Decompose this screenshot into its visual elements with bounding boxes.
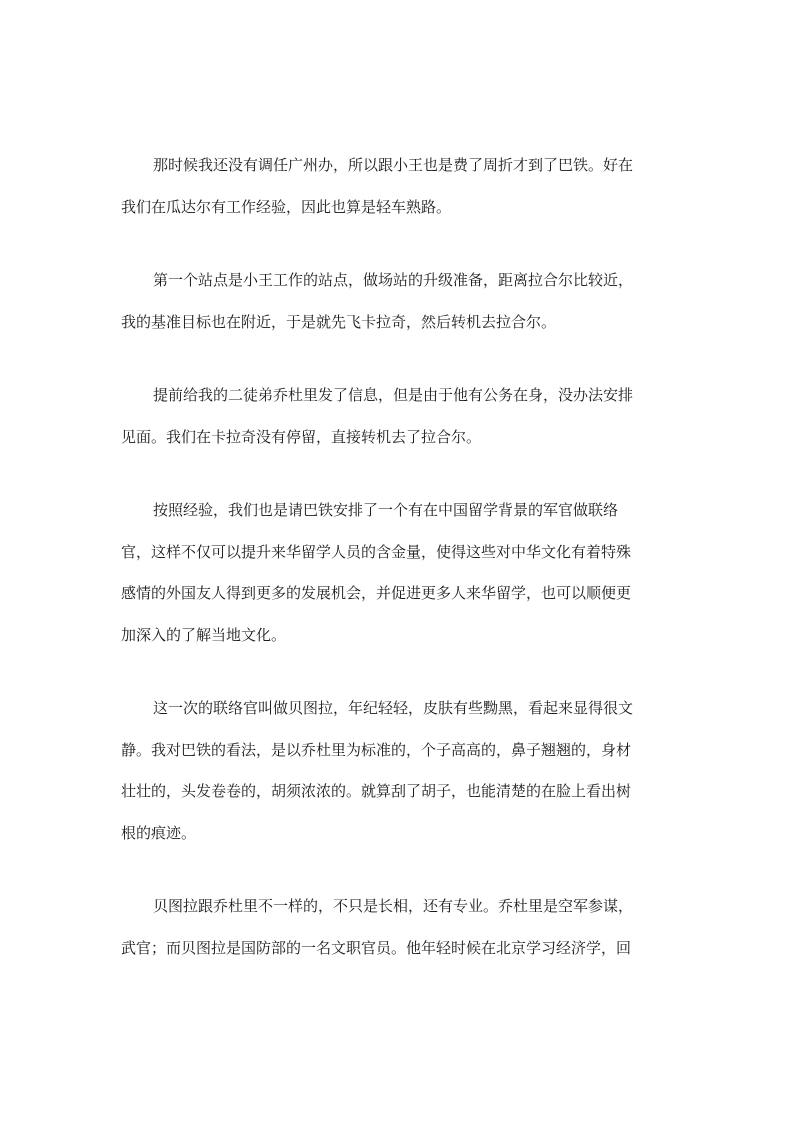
paragraph-line: 第一个站点是小王工作的站点，做场站的升级准备，距离拉合尔比较近， <box>153 271 634 289</box>
paragraph-4 <box>121 490 669 656</box>
paragraph-1 <box>121 145 669 228</box>
paragraph-2 <box>121 260 669 343</box>
paragraph-line: 静。我对巴铁的看法，是以乔杜里为标准的，个子高高的，鼻子翘翘的，身材 <box>121 740 632 759</box>
paragraph-line: 见面。我们在卡拉奇没有停留，直接转机去了拉合尔。 <box>121 427 482 446</box>
paragraph-line: 武官；而贝图拉是国防部的一名文职官员。他年轻时候在北京学习经济学，回 <box>121 938 632 957</box>
document-body <box>121 145 669 1001</box>
paragraph-line: 按照经验，我们也是请巴铁安排了一个有在中国留学背景的军官做联络 <box>153 501 619 519</box>
paragraph-line: 壮壮的，头发卷卷的，胡须浓浓的。就算刮了胡子，也能清楚的在脸上看出树 <box>121 782 632 800</box>
paragraph-line: 我的基准目标也在附近，于是就先飞卡拉奇，然后转机去拉合尔。 <box>121 312 557 331</box>
paragraph-3 <box>121 375 669 458</box>
paragraph-line: 提前给我的二徒弟乔杜里发了信息，但是由于他有公务在身，没办法安排 <box>153 386 634 404</box>
paragraph-line: 官，这样不仅可以提升来华留学人员的含金量，使得这些对中华文化有着特殊 <box>121 542 632 561</box>
paragraph-line: 加深入的了解当地文化。 <box>121 625 287 644</box>
paragraph-line: 贝图拉跟乔杜里不一样的，不只是长相，还有专业。乔杜里是空军参谋， <box>153 897 634 915</box>
paragraph-line: 感情的外国友人得到更多的发展机会，并促进更多人来华留学，也可以顺便更 <box>121 584 632 602</box>
paragraph-6 <box>121 886 669 969</box>
paragraph-line: 这一次的联络官叫做贝图拉，年纪轻轻，皮肤有些黝黑，看起来显得很文 <box>153 699 634 717</box>
paragraph-5 <box>121 688 669 854</box>
paragraph-line: 那时候我还没有调任广州办，所以跟小王也是费了周折才到了巴铁。好在 <box>153 156 634 174</box>
paragraph-line: 根的痕迹。 <box>121 823 197 842</box>
paragraph-line: 我们在瓜达尔有工作经验，因此也算是轻车熟路。 <box>121 197 452 216</box>
